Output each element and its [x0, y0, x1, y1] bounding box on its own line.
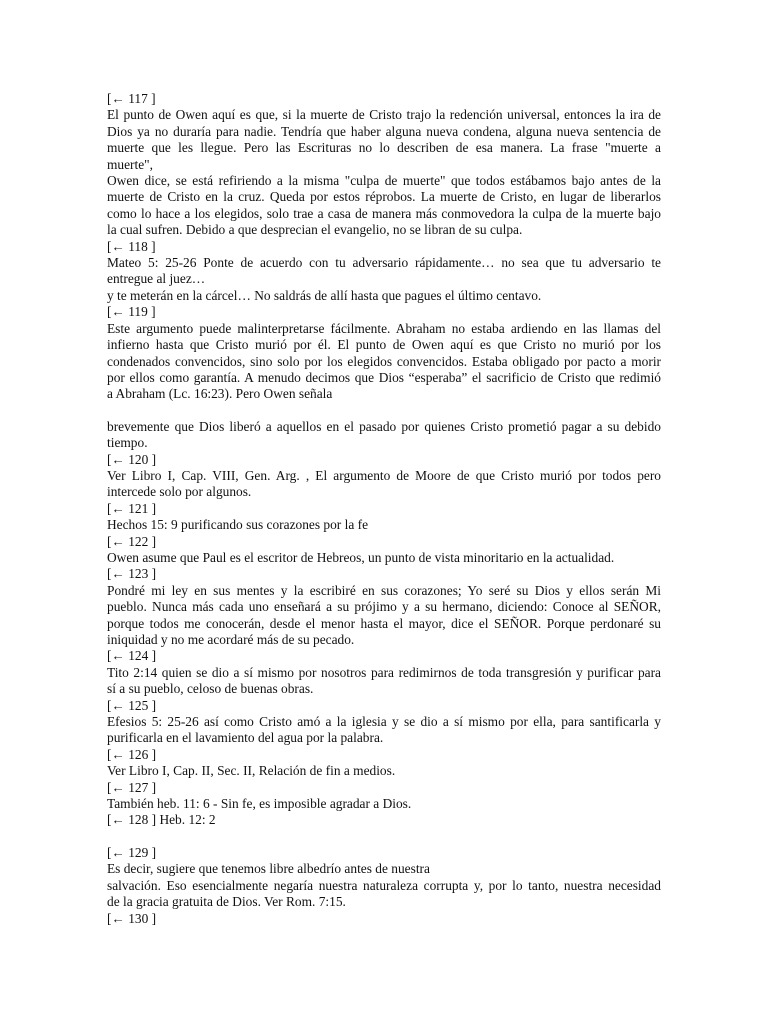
text-line: Dios ya no duraría para nadie. Tendría que haber alguna nueva condena, alguna nueva sentencia de	[107, 123, 661, 139]
footnote-marker-126: [← 126 ]	[107, 746, 157, 762]
text-line: intercede solo por algunos.	[107, 484, 252, 500]
footnote-marker-120: [← 120 ]	[107, 451, 157, 467]
footnote-marker-119: [← 119 ]	[107, 304, 156, 320]
text-line: muerte",	[107, 156, 153, 172]
text-line: Pondré mi ley en sus mentes y la escribiré en sus corazones; Yo seré su Dios y ellos serán Mi	[107, 582, 661, 598]
text-line: Es decir, sugiere que tenemos libre albedrío antes de nuestra	[107, 861, 430, 877]
text-line: entregue al juez…	[107, 271, 206, 287]
text-line: Tito 2:14 quien se dio a sí mismo por nosotros para redimirnos de toda transgresión y purificar para	[107, 664, 661, 680]
text-line: Efesios 5: 25-26 así como Cristo amó a la iglesia y se dio a sí mismo por ella, para santificarla y	[107, 714, 661, 730]
text-line: pueblo. Nunca más cada uno enseñará a su prójimo y a su hermano, diciendo: Conoce al SEÑOR,	[107, 599, 661, 615]
text-line: Ver Libro I, Cap. VIII, Gen. Arg. , El argumento de Moore de que Cristo murió por todos pero	[107, 467, 661, 483]
footnote-marker-130: [← 130 ]	[107, 910, 157, 926]
footnote-marker-117: [← 117 ]	[107, 91, 156, 106]
text-line: porque todos me conocerán, desde el menor hasta el mayor, dice el SEÑOR. Porque perdonaré su	[107, 615, 661, 631]
footnote-marker-118: [← 118 ]	[107, 238, 156, 254]
text-line: Hechos 15: 9 purificando sus corazones por la fe	[107, 517, 369, 533]
text-line: brevemente que Dios liberó a aquellos en el pasado por quienes Cristo prometió pagar a su debido	[107, 418, 661, 434]
text-line: y te meterán en la cárcel… No saldrás de allí hasta que pagues el último centavo.	[107, 287, 542, 303]
text-line: tiempo.	[107, 435, 148, 451]
blank-line	[107, 829, 661, 845]
text-line: muerte que les llegue. Pero las Escrituras no lo describen de esa manera. La frase "muerte a	[107, 140, 661, 156]
text-line: a Abraham (Lc. 16:23). Pero Owen señala	[107, 386, 333, 402]
text-line: También heb. 11: 6 - Sin fe, es imposible agradar a Dios.	[107, 796, 412, 812]
text-line: salvación. Eso esencialmente negaría nuestra naturaleza corrupta y, por lo tanto, nuestra necesidad	[107, 877, 661, 893]
text-line: Ver Libro I, Cap. II, Sec. II, Relación de fin a medios.	[107, 763, 396, 779]
footnote-marker-125: [← 125 ]	[107, 697, 157, 713]
text-line: El punto de Owen aquí es que, si la muerte de Cristo trajo la redención universal, entonces la ira de	[107, 107, 661, 123]
text-line: como lo hace a los elegidos, solo trae a casa de manera más conmovedora la culpa de la muerte bajo	[107, 205, 661, 221]
text-line: Este argumento puede malinterpretarse fácilmente. Abraham no estaba ardiendo en las llamas del	[107, 320, 661, 336]
footnote-marker-124: [← 124 ]	[107, 648, 157, 664]
footnote-marker-121: [← 121 ]	[107, 500, 157, 516]
footnote-marker-128: [← 128 ] Heb. 12: 2	[107, 812, 216, 828]
text-line: Mateo 5: 25-26 Ponte de acuerdo con tu adversario rápidamente… no sea que tu adversario te	[107, 255, 661, 271]
blank-line	[107, 403, 661, 419]
text-line: infierno hasta que Cristo murió por él. El punto de Owen aquí es que Cristo no murió por los	[107, 337, 661, 353]
text-line: por ellos como garantía. A menudo decimos que Dios “esperaba” el sacrificio de Cristo que redimió	[107, 369, 661, 385]
text-line: condenados convencidos, sino solo por los elegidos convencidos. Estaba obligado por pacto a morir	[107, 353, 661, 369]
text-line: sí a su pueblo, celoso de buenas obras.	[107, 681, 314, 697]
text-line: Owen asume que Paul es el escritor de Hebreos, un punto de vista minoritario en la actualidad.	[107, 549, 615, 565]
text-line: muerte de Cristo en la cruz. Queda por estos réprobos. La muerte de Cristo, en lugar de liberarlos	[107, 189, 661, 205]
footnote-marker-122: [← 122 ]	[107, 533, 157, 549]
footnote-marker-127: [← 127 ]	[107, 779, 157, 795]
text-line: purificarla en el lavamiento del agua por la palabra.	[107, 730, 384, 746]
text-line: Owen dice, se está refiriendo a la misma "culpa de muerte" que todos estábamos bajo antes de la	[107, 173, 661, 189]
text-line: la cual sufren. Debido a que desprecian el evangelio, no se libran de su culpa.	[107, 222, 523, 238]
text-line: iniquidad y no me acordaré más de su pecado.	[107, 632, 355, 647]
text-line: de la gracia gratuita de Dios. Ver Rom. 7:15.	[107, 894, 346, 910]
document-body	[107, 91, 661, 927]
footnote-marker-129: [← 129 ]	[107, 844, 157, 860]
footnote-marker-123: [← 123 ]	[107, 566, 157, 582]
